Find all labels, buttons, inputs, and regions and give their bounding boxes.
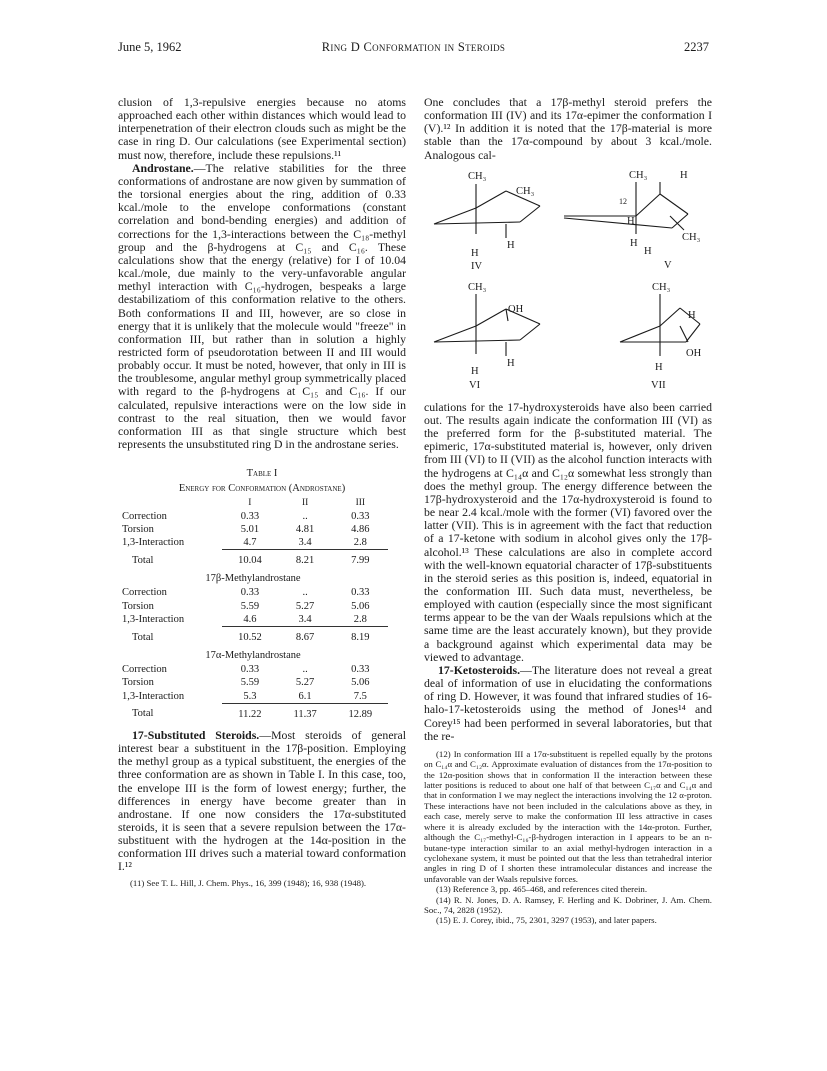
structure-numeral: VII	[651, 379, 666, 391]
table-cell: 3.4	[278, 613, 333, 627]
table-cell: ..	[302, 587, 308, 599]
table-total-row	[118, 550, 388, 570]
table-row	[118, 586, 388, 599]
table-cell: 0.33	[240, 510, 260, 522]
table-cell: 2.8	[333, 613, 388, 627]
table-total-row	[118, 703, 388, 723]
structure-label: CH₃	[652, 281, 671, 293]
table-cell: 0.33	[240, 664, 260, 676]
structure-label: CH₃	[629, 169, 648, 181]
androstane-heading: Androstane.	[132, 160, 194, 175]
paragraph-ketosteroids	[424, 664, 712, 743]
table-cell: 4.86	[351, 523, 370, 535]
paragraph-continuation: clusion of 1,3-repulsive energies because no atoms approached each other within distances which would lead to interpenetration of their electron clouds such as might be the case in ring D. Our calculations (see Experimental section) must now, therefore, include these repulsions.¹¹	[118, 95, 406, 162]
footnote-12: (12) In conformation III a 17α-substituent is repelled equally by the protons on C₁₄α and C₁₂α. Approximate evaluation of distances from the 17α-position to the 12α-position shows that in conformation II the interaction between these latter positions is reduced to about one half of that between C₁₇α and C₁₄α and that in conformation I we may neglect the interactions involving the 12 α-proton. These interactions have not been included in the calculations above as they, in each case, merely serve to make the conformation III less attractive in cases where it is already excluded by the interaction with the 14α-proton. Further, although the C₁₇-methyl-C₁₆-β-hydrogen interaction in I appears to be an n-butane-type interaction similar to an axial methyl-hydrogen interaction in a cyclohexane system, it must be pointed out that the less than tetrahedral interior angles in ring D of I shorten these intramolecular distances and increase the unfavorable van der Waals repulsive forces.	[424, 748, 712, 884]
paragraph-hydroxysteroids: culations for the 17-hydroxysteroids have also been carried out. The results again indicate the conformation III (VI) as the preferred form for the β-substituted material. The epimeric, 17α-substituted material is, however, only driven from III (VI) to II (VII) as the alcohol function interacts with the hydrogens at C₁₄α and C₁₂α somewhat less strongly than does the methyl group. The energy difference between the 17β-hydroxysteroid and the 17α-hydroxysteroid is found to be near 2.4 kcal./mole with the former (VI) favored over the latter (VII). This is in agreement with the fact that reduction of a 17-ketone with sodium in alcohol gives only the 17β-alcohol.¹³ These calculations are also in complete accord with the well-known equatorial character of 17β-substituents in the steroid series as this position is, indeed, equatorial in the conformation III. Such data must, nevertheless, be employed with caution (especially since the most significant terms appear to be the van der Waals repulsions which at the same time are the least accurately known), but they provide a background against which experimental data may be viewed to advantage.	[424, 399, 712, 664]
row-label: Torsion	[122, 677, 154, 689]
table-cell: 5.27	[295, 600, 315, 612]
conformation-figure	[424, 166, 712, 398]
footnote-13: (13) Reference 3, pp. 465–468, and references cited therein.	[436, 884, 648, 895]
energy-table	[118, 497, 388, 723]
table-cell: 8.21	[295, 555, 315, 567]
ketosteroids-text: —The literature does not reveal a great deal of information of use in elucidating the conformations of ring D. However, it was found that infrared studies of 16-halo-17-ketosteroids using the method of Jones¹⁴ and Corey¹⁵ had been performed in several laboratories, but that the re-	[424, 662, 712, 743]
table-cell: 0.33	[351, 510, 370, 522]
structure-label: OH	[508, 303, 524, 315]
table-1	[118, 467, 406, 723]
table-label: Table I	[246, 468, 278, 480]
row-label: 1,3-Interaction	[122, 690, 185, 702]
17-substituted-heading: 17-Substituted Steroids.	[132, 727, 260, 742]
table-cell: 0.33	[240, 587, 260, 599]
running-title: Ring D Conformation in Steroids	[321, 40, 506, 54]
structure-vi	[434, 282, 540, 391]
structure-vii	[620, 282, 702, 391]
table-section-heading-row	[118, 569, 388, 586]
androstane-text: —The relative stabilities for the three conformations of androstane are now given by summation of the torsional energies about the ring, addition of 0.33 kcal./mole to the envelope conformations (constant correlation and bond-bending energies) and addition of corrections for the 1,3-interactions between the C₁₈-methyl group and the β-hydrogens at C₁₅ and C₁₆. These calculations show that the energy (relative) for I of 10.04 kcal./mole, due mainly to the very-unfavorable angular methyl interaction with C₁₆-hydrogen, bespeaks a large destabilizatiom of this conformation relative to the others. Both conformations II and III, however, are so close in energy that it is unlikely that the molecule would "freeze" in conformation III, but rather than in solution a highly restricted form of pseudorotation between II and III would probably occur. It must be noted, however, that only in III is the troublesome, angular methyl group symmetrically placed with regard to the β-hydrogens at C₁₅ and C₁₆. If our calculated, repulsive interactions were on the low side in contrast to the real situation, then we would favor conformation III as that single structure which best represents the unsubstituted ring D in the androstane series.	[118, 160, 406, 452]
17-substituted-text: —Most steroids of general interest bear a substituent in the 17β-position. Employing the methyl group as a typical substituent, the energies of the three conformation are as shown in Table I. In this case, too, the envelope III is the form of lowest energy; further, the differences in energy have become greater than in androstane. If one now considers the 17α-substituted steroids, it is seen that a severe repulsion between the 17α-substituent with the hydrogen at the 14α-position in the conformation III drives such a material toward conformation I.¹²	[118, 727, 406, 874]
table-cell: 5.27	[295, 677, 315, 689]
table-row	[118, 676, 388, 689]
table-cell: 5.06	[351, 600, 370, 612]
structure-iv	[434, 171, 540, 272]
structure-label: CH₃	[682, 231, 701, 243]
table-row	[118, 536, 388, 550]
structure-label: H	[507, 357, 515, 369]
table-cell: 12.89	[348, 708, 373, 720]
table-cell: 8.19	[351, 631, 370, 643]
table-cell: 10.52	[238, 631, 262, 643]
right-column	[424, 96, 712, 926]
left-column	[118, 96, 406, 888]
table-section-heading-row	[118, 646, 388, 663]
column-header: III	[355, 497, 366, 508]
section-heading: 17α-Methylandrostane	[205, 650, 301, 662]
structure-label: H	[507, 239, 515, 251]
table-cell: 5.59	[240, 677, 260, 689]
row-label: Total	[132, 554, 154, 566]
table-cell: 4.7	[222, 536, 277, 550]
row-label: Total	[132, 631, 154, 643]
paragraph-conclusion: One concludes that a 17β-methyl steroid prefers the conformation III (IV) and its 17α-epimer the conformation I (V).¹² In addition it is noted that the 17β-material is more stable than the 17α-compound by about 3 kcal./mole. Analogous cal-	[424, 95, 712, 162]
column-header: II	[301, 497, 309, 508]
row-label: Correction	[122, 587, 167, 599]
table-cell: 6.1	[278, 690, 333, 704]
ketosteroids-heading: 17-Ketosteroids.	[438, 662, 521, 677]
table-cell: 2.8	[333, 536, 388, 550]
table-cell: 7.5	[333, 690, 388, 704]
structure-label: H	[680, 169, 688, 181]
table-cell: 5.06	[351, 677, 370, 689]
conformation-diagrams	[424, 166, 712, 398]
table-row	[118, 690, 388, 704]
structure-label: H	[655, 361, 663, 373]
structure-label: H	[627, 215, 635, 227]
column-header: I	[248, 497, 252, 508]
structure-label: H	[644, 245, 652, 257]
structure-label: H	[630, 237, 638, 249]
table-row	[118, 613, 388, 627]
table-cell: 5.01	[240, 523, 260, 535]
table-total-row	[118, 626, 388, 646]
structure-label: CH₃	[468, 170, 487, 182]
footnote-14: (14) R. N. Jones, D. A. Ramsey, F. Herling and K. Dobriner, J. Am. Chem. Soc., 74, 2828 (1952).	[424, 894, 712, 915]
table-cell: ..	[302, 510, 308, 522]
table-cell: 11.37	[293, 708, 317, 720]
row-label: 1,3-Interaction	[122, 537, 185, 549]
footnote-15: (15) E. J. Corey, ibid., 75, 2301, 3297 (1953), and later papers.	[436, 915, 657, 926]
structure-label: CH₃	[468, 281, 487, 293]
table-cell: 5.3	[222, 690, 277, 704]
table-cell: 11.22	[238, 708, 262, 720]
paragraph-17-substituted	[118, 729, 406, 874]
structure-numeral: V	[664, 259, 672, 271]
table-row	[118, 523, 388, 536]
page-number: 2237	[684, 40, 709, 54]
row-label: Total	[132, 708, 154, 720]
table-row	[118, 600, 388, 613]
row-label: Torsion	[122, 523, 154, 535]
row-label: Correction	[122, 664, 167, 676]
section-heading: 17β-Methylandrostane	[205, 573, 301, 585]
structure-v	[564, 170, 701, 271]
structure-label: H	[471, 247, 479, 259]
table-cell: 0.33	[351, 587, 370, 599]
header-date: June 5, 1962	[118, 40, 182, 54]
table-cell: 7.99	[351, 555, 370, 567]
footnote-11: (11) See T. L. Hill, J. Chem. Phys., 16, 399 (1948); 16, 938 (1948).	[130, 877, 367, 888]
table-cell: 10.04	[238, 555, 262, 567]
table-row	[118, 663, 388, 676]
table-cell: 0.33	[351, 664, 370, 676]
table-cell: 5.59	[240, 600, 260, 612]
table-column-headers	[118, 497, 388, 510]
table-row	[118, 510, 388, 523]
structure-label: OH	[686, 347, 702, 359]
table-cell: 4.6	[222, 613, 277, 627]
table-cell: ..	[302, 664, 308, 676]
table-cell: 8.67	[295, 631, 315, 643]
footnotes-right	[424, 749, 712, 926]
structure-label: H	[688, 309, 696, 321]
row-label: 1,3-Interaction	[122, 614, 185, 626]
structure-numeral: IV	[471, 260, 483, 272]
row-label: Correction	[122, 510, 167, 522]
table-cell: 3.4	[278, 536, 333, 550]
table-title: Energy for Conformation (Androstane)	[178, 483, 346, 495]
structure-numeral: VI	[469, 379, 481, 391]
row-label: Torsion	[122, 600, 154, 612]
paragraph-androstane	[118, 162, 406, 451]
structure-label: 12	[619, 196, 627, 206]
structure-label: CH₃	[516, 185, 535, 197]
structure-label: H	[471, 365, 479, 377]
table-cell: 4.81	[295, 523, 315, 535]
